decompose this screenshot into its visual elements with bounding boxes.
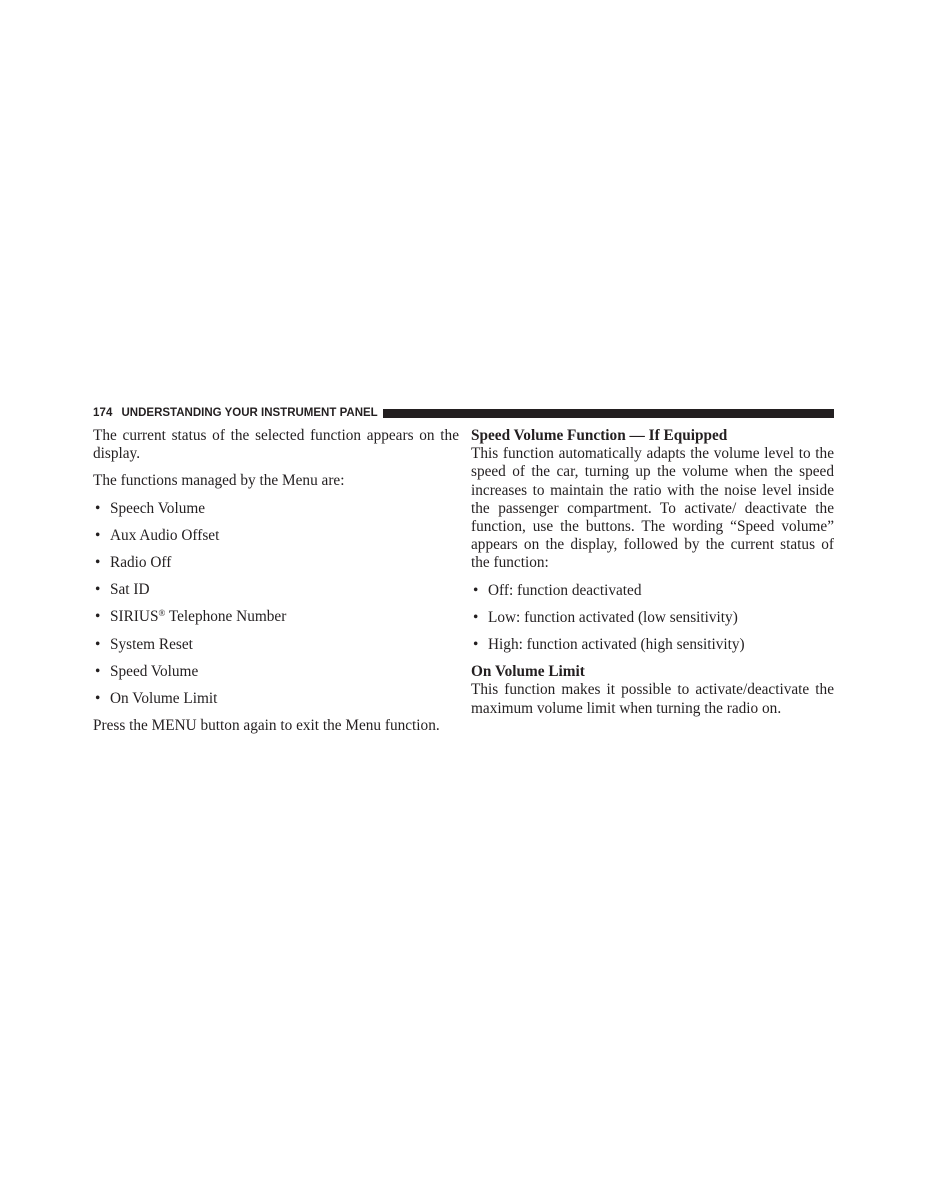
list-item (93, 500, 459, 518)
bullet-icon: • (473, 581, 479, 599)
list-item-label: Low: function activated (low sensitivity) (488, 608, 738, 626)
header-rule (383, 409, 834, 418)
list-item-label: SIRIUS (110, 608, 159, 626)
list-item-label: On Volume Limit (110, 689, 218, 707)
bullet-icon: • (95, 662, 101, 680)
list-item-label: Speech Volume (110, 499, 206, 517)
list-item (471, 609, 834, 627)
speed-volume-status-list (471, 582, 834, 655)
list-item (471, 582, 834, 600)
bullet-icon: • (95, 608, 101, 626)
list-item-label: Radio Off (110, 553, 172, 571)
intro-paragraph: The current status of the selected function appears on the display. (93, 427, 459, 463)
list-item (471, 636, 834, 654)
speed-volume-heading: Speed Volume Function — If Equipped (471, 427, 728, 444)
bullet-icon: • (473, 608, 479, 626)
list-item (93, 527, 459, 545)
page-header (93, 405, 834, 421)
bullet-icon: • (95, 635, 101, 653)
list-item-label: Off: function deactivated (488, 581, 642, 599)
functions-intro: The functions managed by the Menu are: (93, 472, 345, 490)
menu-function-list (93, 500, 459, 709)
list-item (93, 663, 459, 681)
bullet-icon: • (95, 689, 101, 707)
bullet-icon: • (473, 636, 479, 653)
list-item (93, 690, 459, 708)
page-number: 174 (93, 407, 113, 419)
exit-paragraph: Press the MENU button again to exit the Menu function. (93, 717, 440, 735)
list-item (93, 608, 459, 626)
on-volume-limit-heading: On Volume Limit (471, 663, 585, 681)
list-item (93, 581, 459, 599)
list-item-label: Sat ID (110, 581, 150, 599)
left-column (93, 427, 459, 735)
list-item-label: Speed Volume (110, 662, 199, 680)
bullet-icon: • (95, 553, 101, 571)
list-item-label: Aux Audio Offset (110, 526, 220, 544)
right-column (471, 427, 834, 718)
speed-volume-body: This function automatically adapts the volume level to the speed of the car, turning up the volume when the speed increases to maintain the ratio with the noise level inside the passenger compartment. To activate/ deactivate the function, use the buttons. The wording “Speed volume” appears on the display, followed by the current status of the function: (471, 445, 834, 572)
list-item (93, 636, 459, 654)
list-item-label-suffix: Telephone Number (165, 608, 287, 626)
on-volume-limit-body: This function makes it possible to activate/deactivate the maximum volume limit when turning the radio on. (471, 681, 834, 717)
list-item-label: High: function activated (high sensitivity) (488, 636, 745, 653)
bullet-icon: • (95, 499, 101, 517)
bullet-icon: • (95, 526, 101, 544)
bullet-icon: • (95, 581, 101, 599)
list-item-label: System Reset (110, 635, 193, 653)
section-title: UNDERSTANDING YOUR INSTRUMENT PANEL (121, 407, 378, 419)
registered-mark: ® (158, 608, 166, 619)
list-item (93, 554, 459, 572)
